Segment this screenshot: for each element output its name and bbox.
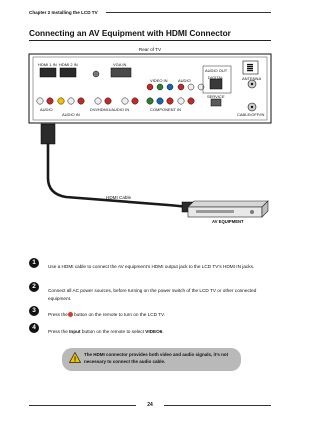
av-equipment-slot [196,210,234,213]
footer-rule-right [164,405,271,406]
label-audio-in: AUDIO IN [62,112,80,117]
label-cable-in: CABLE/OFF/IN [237,112,265,117]
step-number: 1 [29,258,39,268]
optical-port [210,79,222,89]
page-number: 24 [147,402,153,408]
step-number: 2 [29,282,39,292]
rear-of-tv-label: Rear of TV [138,47,162,52]
label-hdmi1: HDMI 1 IN [38,62,57,67]
step-text-before: Press the [48,312,68,317]
vga-port [111,68,131,77]
warning-icon [69,352,81,363]
cable-in-jack-core [251,106,253,108]
antenna-jack-core [251,83,253,85]
footer-rule-left [29,405,136,406]
label-antenna: ANTENNA [242,76,262,81]
note-box [62,348,241,371]
step-text [48,328,273,336]
av-equipment-knob [250,210,254,214]
label-audio-out: AUDIO OUT [205,68,228,73]
service-port [211,99,221,106]
hdmi2-port [60,68,76,77]
step-text: Use a HDMI cable to connect the AV equipment’s HDMI output jack to the LCD TV’s HDMI IN jacks. [48,264,255,269]
video-source-name: VIDEO6 [145,329,163,334]
step-text-before: Press the [48,329,70,334]
label-service: SERVICE [207,94,225,99]
label-audio: AUDIO [178,78,191,83]
chapter-heading: Chapter 2 Installing the LCD TV [29,10,98,15]
step-number: 3 [29,306,39,316]
label-video-in: VIDEO IN [150,78,168,83]
note-text: The HDMI connector provides both video and audio signals, it’s not necessary to connect the audio cable. [84,352,229,364]
step-number: 4 [29,323,39,333]
step-text: Connect all AC power sources, before turning on the power switch of the LCD TV or other connected equipment. [48,288,257,301]
step-text-after: button on the remote to turn on the LCD TV. [72,312,166,317]
av-equipment-label: AV EQUIPMENT [212,219,244,224]
hdmi-plug-tv [41,124,55,144]
av-equipment-top [188,201,268,207]
label-hdmi2: HDMI 2 IN [59,62,78,67]
label-audio-2: AUDIO [40,107,53,112]
label-dvi-audio: DVI/HDMI1/AUDIO IN [90,107,130,112]
label-digital: DIGITAL [208,75,224,80]
label-vga: VGA IN [113,62,127,67]
hdmi1-port [40,68,56,77]
svg-text:!: ! [73,356,77,363]
step-text-middle: button on the remote to select [80,329,146,334]
input-button-name: Input [69,329,81,334]
hdmi-cable-label: HDMI Cable [106,195,132,200]
step-text [48,311,273,319]
section-title: Connecting an AV Equipment with HDMI Connector [29,28,231,38]
svg-text:≣: ≣ [246,63,254,73]
label-component: COMPONENT IN [150,107,182,112]
step-text-end: . [162,329,164,334]
